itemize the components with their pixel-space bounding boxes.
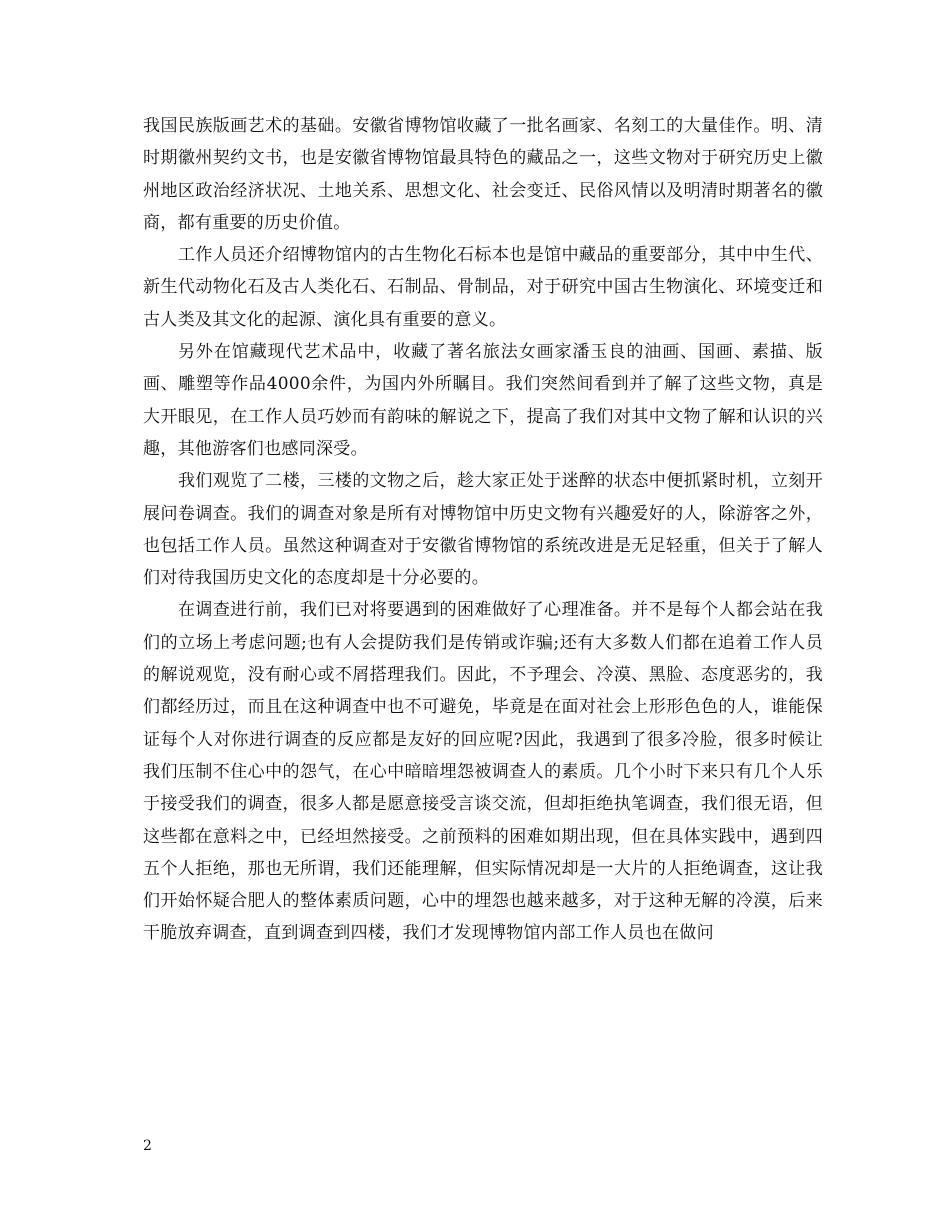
paragraph-continued: 我国民族版画艺术的基础。安徽省博物馆收藏了一批名画家、名刻工的大量佳作。明、清时期徽州契约文书，也是安徽省博物馆最具特色的藏品之一，这些文物对于研究历史上徽州地区政治经济状况、土地关系、思想文化、社会变迁、民俗风情以及明清时期著名的徽商，都有重要的历史价值。	[143, 116, 823, 233]
paragraph-modern-art: 另外在馆藏现代艺术品中，收藏了著名旅法女画家潘玉良的油画、国画、素描、版画、雕塑等作品4000余件，为国内外所瞩目。我们突然间看到并了解了这些文物，真是大开眼见，在工作人员巧妙而有韵味的解说之下，提高了我们对其中文物了解和认识的兴趣，其他游客们也感同深受。	[143, 342, 823, 459]
page-body	[143, 110, 823, 950]
page-number: 2	[143, 1138, 152, 1154]
paragraph-fossils: 工作人员还介绍博物馆内的古生物化石标本也是馆中藏品的重要部分，其中中生代、新生代动物化石及古人类化石、石制品、骨制品，对于研究中国古生物演化、环境变迁和古人类及其文化的起源、演化具有重要的意义。	[143, 245, 823, 330]
paragraph-survey-difficulties: 在调查进行前，我们已对将要遇到的困难做好了心理准备。并不是每个人都会站在我们的立场上考虑问题;也有人会提防我们是传销或诈骗;还有大多数人们都在追着工作人员的解说观览，没有耐心或不屑搭理我们。因此，不予理会、冷漠、黑脸、态度恶劣的，我们都经历过，而且在这种调查中也不可避免，毕竟是在面对社会上形形色色的人，谁能保证每个人对你进行调查的反应都是友好的回应呢?因此，我遇到了很多冷脸，很多时候让我们压制不住心中的怨气，在心中暗暗埋怨被调查人的素质。几个小时下来只有几个人乐于接受我们的调查，很多人都是愿意接受言谈交流，但却拒绝执笔调查，我们很无语，但这些都在意料之中，已经坦然接受。之前预料的困难如期出现，但在具体实践中，遇到四五个人拒绝，那也无所谓，我们还能理解，但实际情况却是一大片的人拒绝调查，这让我们开始怀疑合肥人的整体素质问题，心中的埋怨也越来越多，对于这种无解的冷漠，后来干脆放弃调查，直到调查到四楼，我们才发现博物馆内部工作人员也在做问	[143, 600, 823, 944]
paragraph-survey-start: 我们观览了二楼，三楼的文物之后，趁大家正处于迷醉的状态中便抓紧时机，立刻开展问卷调查。我们的调查对象是所有对博物馆中历史文物有兴趣爱好的人，除游客之外，也包括工作人员。虽然这种调查对于安徽省博物馆的系统改进是无足轻重，但关于了解人们对待我国历史文化的态度却是十分必要的。	[143, 471, 823, 589]
